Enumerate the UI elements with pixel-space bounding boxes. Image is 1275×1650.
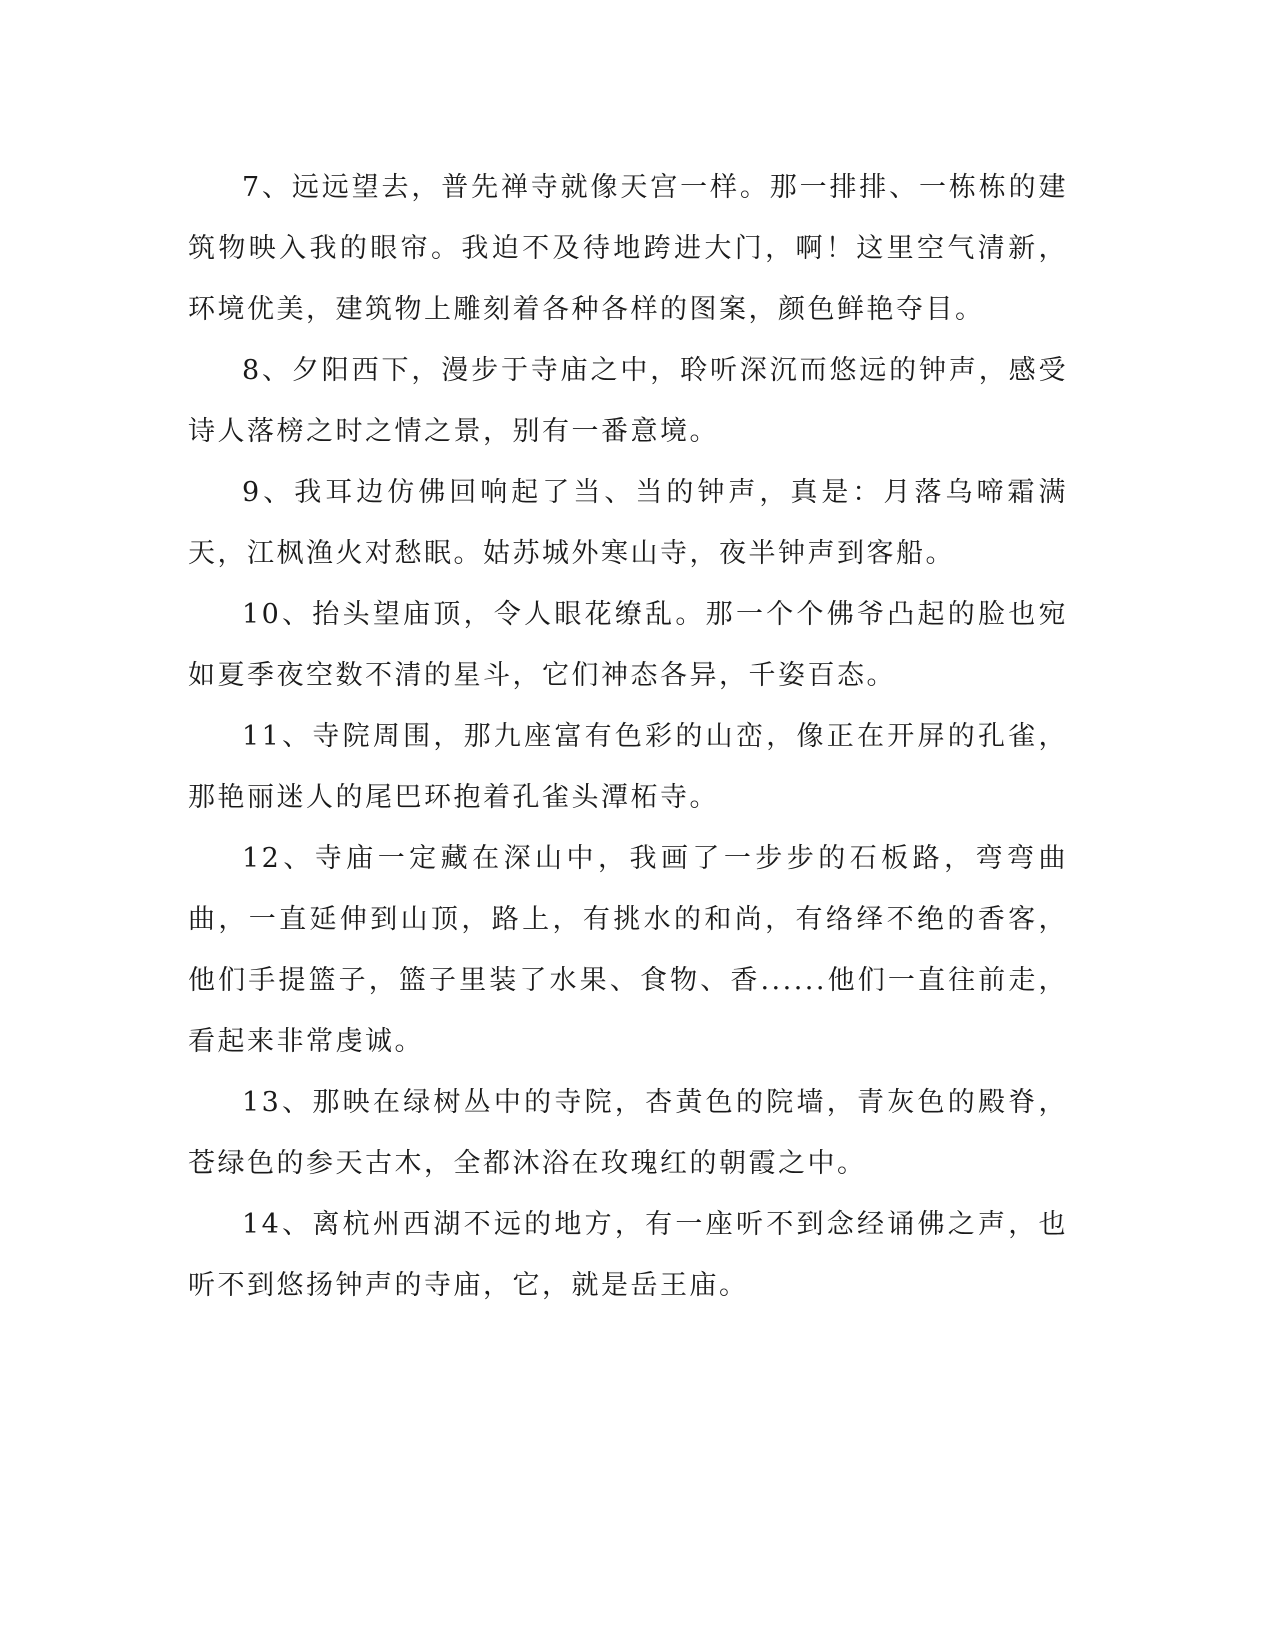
paragraph-10: 10、抬头望庙顶，令人眼花缭乱。那一个个佛爷凸起的脸也宛如夏季夜空数不清的星斗，它们神态各异，千姿百态。 — [188, 599, 1068, 691]
paragraph-11: 11、寺院周围，那九座富有色彩的山峦，像正在开屏的孔雀，那艳丽迷人的尾巴环抱着孔雀头潭柘寺。 — [188, 721, 1068, 813]
paragraph-14: 14、离杭州西湖不远的地方，有一座听不到念经诵佛之声，也听不到悠扬钟声的寺庙，它，就是岳王庙。 — [188, 1209, 1068, 1301]
paragraph-8: 8、夕阳西下，漫步于寺庙之中，聆听深沉而悠远的钟声，感受诗人落榜之时之情之景，别有一番意境。 — [188, 355, 1068, 447]
paragraph-7: 7、远远望去，普先禅寺就像天宫一样。那一排排、一栋栋的建筑物映入我的眼帘。我迫不及待地跨进大门，啊！这里空气清新，环境优美，建筑物上雕刻着各种各样的图案，颜色鲜艳夺目。 — [188, 172, 1068, 325]
paragraph-12: 12、寺庙一定藏在深山中，我画了一步步的石板路，弯弯曲曲，一直延伸到山顶，路上，有挑水的和尚，有络绎不绝的香客，他们手提篮子，篮子里装了水果、食物、香......他们一直往前走，看起来非常虔诚。 — [188, 843, 1068, 1057]
document-body — [188, 157, 1068, 1316]
paragraph-9: 9、我耳边仿佛回响起了当、当的钟声，真是：月落乌啼霜满天，江枫渔火对愁眠。姑苏城外寒山寺，夜半钟声到客船。 — [188, 477, 1068, 569]
paragraph-13: 13、那映在绿树丛中的寺院，杏黄色的院墙，青灰色的殿脊，苍绿色的参天古木，全都沐浴在玫瑰红的朝霞之中。 — [188, 1087, 1068, 1179]
